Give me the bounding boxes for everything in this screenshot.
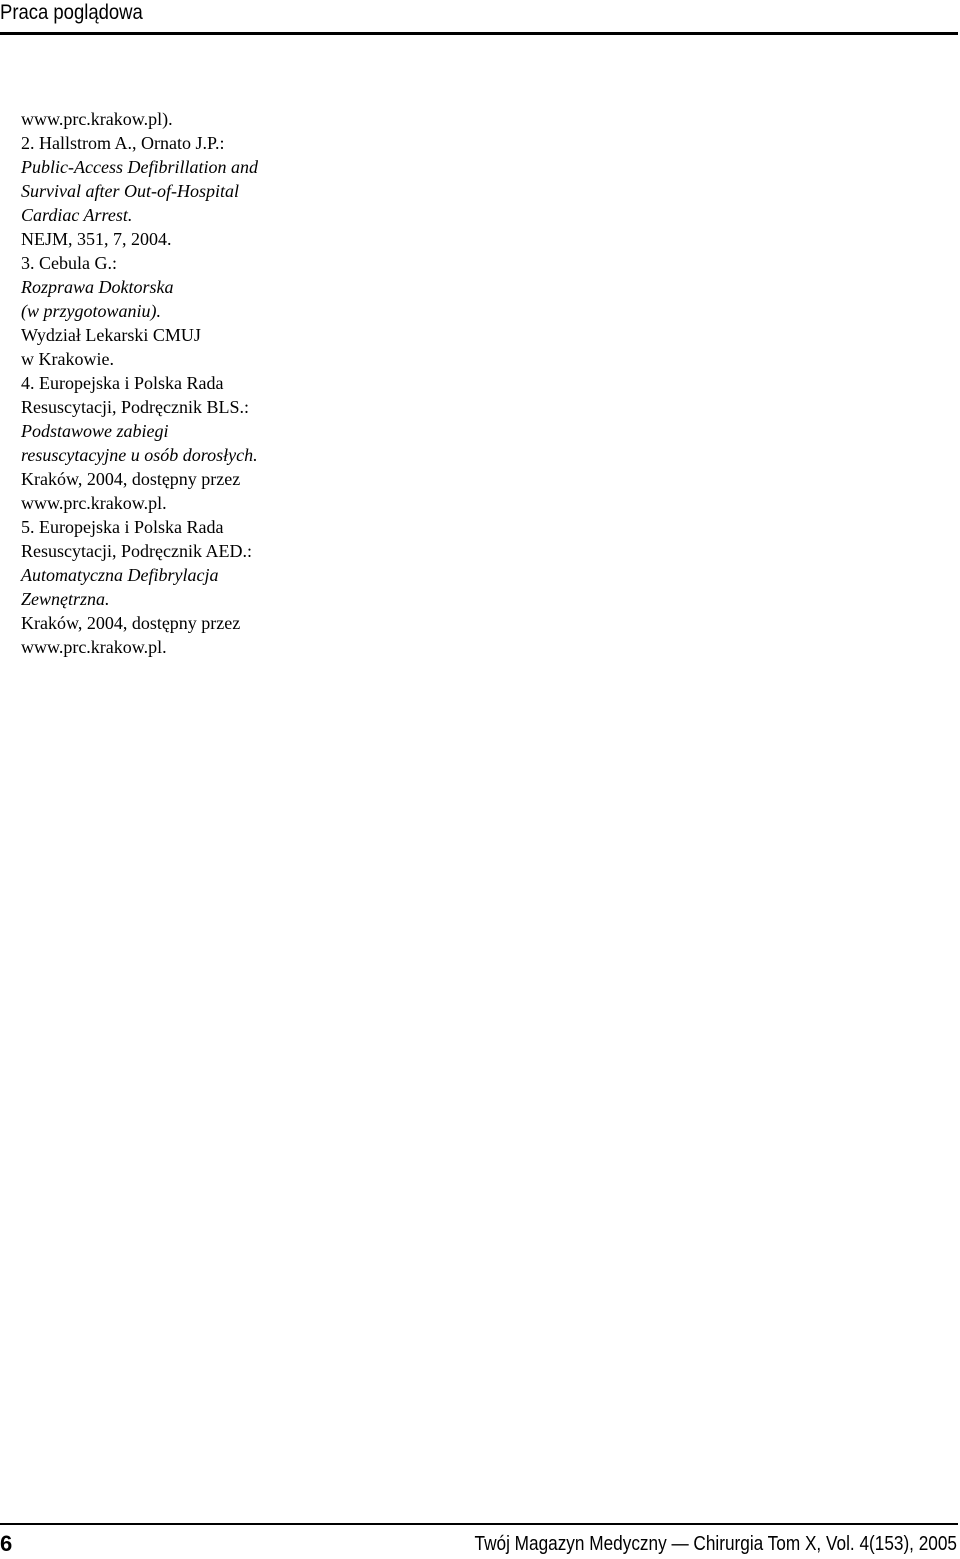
- reference-line: Public-Access Defibrillation and: [21, 157, 258, 177]
- reference-line: Wydział Lekarski CMUJ: [21, 325, 201, 345]
- reference-line: Zewnętrzna.: [21, 589, 110, 609]
- reference-line: Rozprawa Doktorska: [21, 277, 174, 297]
- reference-line: resuscytacyjne u osób dorosłych.: [21, 445, 258, 465]
- section-title: Praca poglądowa: [0, 1, 143, 24]
- reference-line: 5. Europejska i Polska Rada: [21, 517, 224, 537]
- journal-citation: Twój Magazyn Medyczny — Chirurgia Tom X, Vol. 4(153), 2005: [474, 1533, 957, 1555]
- reference-line: www.prc.krakow.pl).: [21, 109, 173, 129]
- reference-line: (w przygotowaniu).: [21, 301, 162, 321]
- reference-line: Resuscytacji, Podręcznik AED.:: [21, 541, 252, 561]
- reference-line: Kraków, 2004, dostępny przez: [21, 613, 241, 633]
- reference-line: Resuscytacji, Podręcznik BLS.:: [21, 397, 249, 417]
- reference-line: Automatyczna Defibrylacja: [21, 565, 219, 585]
- reference-line: 4. Europejska i Polska Rada: [21, 373, 224, 393]
- reference-line: Survival after Out-of-Hospital: [21, 181, 239, 201]
- reference-line: Cardiac Arrest.: [21, 205, 133, 225]
- footer-divider: [0, 1523, 958, 1525]
- page-number: 6: [0, 1531, 13, 1556]
- reference-line: www.prc.krakow.pl.: [21, 493, 167, 513]
- reference-line: 3. Cebula G.:: [21, 253, 117, 273]
- reference-line: Kraków, 2004, dostępny przez: [21, 469, 241, 489]
- reference-line: 2. Hallstrom A., Ornato J.P.:: [21, 133, 225, 153]
- header-divider: [0, 32, 958, 35]
- reference-line: w Krakowie.: [21, 349, 114, 369]
- reference-line: www.prc.krakow.pl.: [21, 637, 167, 657]
- reference-list: [21, 107, 421, 659]
- reference-line: NEJM, 351, 7, 2004.: [21, 229, 172, 249]
- reference-line: Podstawowe zabiegi: [21, 421, 169, 441]
